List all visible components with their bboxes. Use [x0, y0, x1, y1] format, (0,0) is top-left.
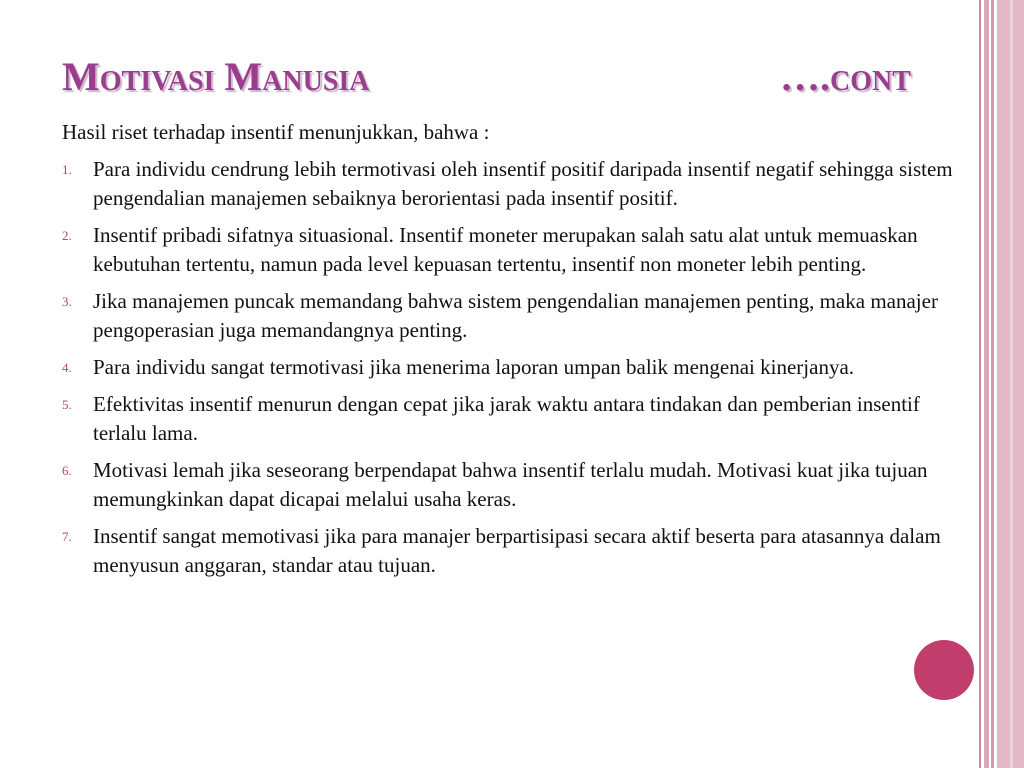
- list-item-text: Motivasi lemah jika seseorang berpendapat bahwa insentif terlalu mudah. Motivasi kuat jika tujuan memungkinkan dapat dicapai melalui usaha keras.: [93, 458, 928, 511]
- list-item: [62, 456, 972, 514]
- decor-stripe: [1010, 0, 1013, 768]
- intro-text: Hasil riset terhadap insentif menunjukkan, bahwa :: [62, 120, 490, 144]
- list-item-text: Insentif pribadi sifatnya situasional. Insentif moneter merupakan salah satu alat untuk memuaskan kebutuhan tertentu, namun pada level kepuasan tertentu, insentif non moneter lebih penting.: [93, 223, 918, 276]
- decor-stripe: [984, 0, 989, 768]
- list-item-number: 4.: [62, 360, 72, 375]
- list-item: [62, 353, 972, 382]
- list-item-text: Insentif sangat memotivasi jika para manajer berpartisipasi secara aktif beserta para atasannya dalam menyusun anggaran, standar atau tujuan.: [93, 524, 941, 577]
- list-item-text: Para individu cendrung lebih termotivasi oleh insentif positif daripada insentif negatif sehingga sistem pengendalian manajemen sebaiknya berorientasi pada insentif positif.: [93, 157, 953, 210]
- list-item-number: 2.: [62, 228, 72, 243]
- list-item-text: Jika manajemen puncak memandang bahwa sistem pengendalian manajemen penting, maka manajer pengoperasian juga memandangnya penting.: [93, 289, 938, 342]
- list-item-number: 6.: [62, 463, 72, 478]
- list-item: [62, 390, 972, 448]
- list-item-number: 5.: [62, 397, 72, 412]
- slide-body: [62, 118, 972, 588]
- list-item-number: 7.: [62, 529, 72, 544]
- decor-stripe: [991, 0, 994, 768]
- list-item: [62, 522, 972, 580]
- slide-title-cont: ….cont: [780, 54, 911, 99]
- list-item-text: Para individu sangat termotivasi jika menerima laporan umpan balik mengenai kinerjanya.: [93, 355, 855, 379]
- slide-title: [62, 54, 912, 100]
- slide-title-main: Motivasi Manusia: [62, 54, 370, 99]
- list-item: [62, 155, 972, 213]
- list-item-number: 3.: [62, 294, 72, 309]
- decor-circle: [914, 640, 974, 700]
- decor-stripe: [979, 0, 981, 768]
- list-item: [62, 221, 972, 279]
- list-item: [62, 287, 972, 345]
- list-item-number: 1.: [62, 162, 72, 177]
- numbered-list: [62, 155, 972, 580]
- list-item-text: Efektivitas insentif menurun dengan cepat jika jarak waktu antara tindakan dan pemberian insentif terlalu lama.: [93, 392, 920, 445]
